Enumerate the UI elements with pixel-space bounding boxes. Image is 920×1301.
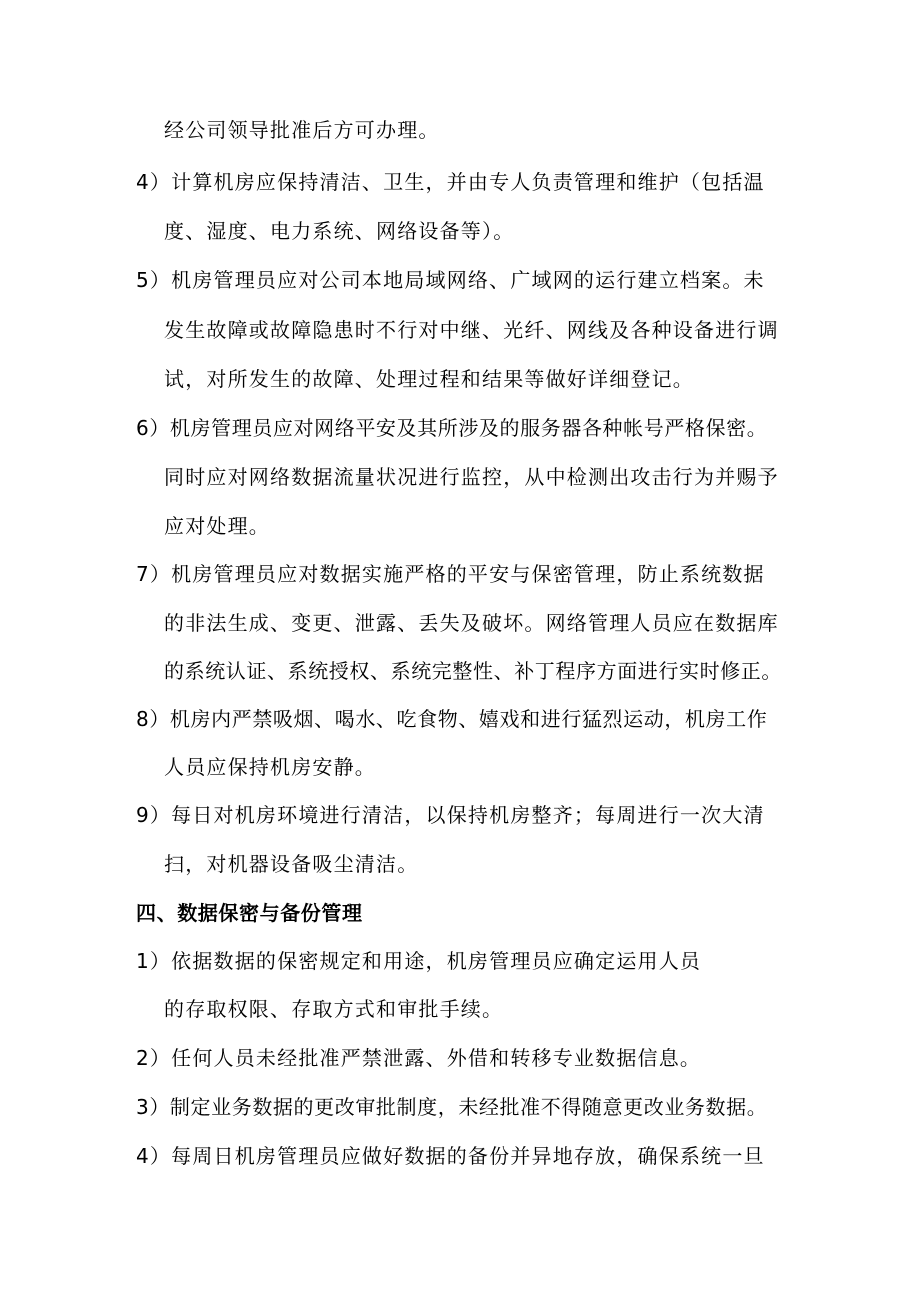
data-item-2-line-1: 2）任何人员未经批准严禁泄露、外借和转移专业数据信息。 [136, 1046, 702, 1070]
data-item-4-line-1: 4）每周日机房管理员应做好数据的备份并异地存放，确保系统一旦 [136, 1144, 765, 1168]
list-item-6-line-3: 应对处理。 [164, 514, 270, 538]
list-item-8-line-2: 人员应保持机房安静。 [164, 755, 376, 779]
list-item-4-line-2: 度、湿度、电力系统、网络设备等）。 [164, 219, 515, 243]
list-item-4-line-1: 4）计算机房应保持清洁、卫生，并由专人负责管理和维护（包括温 [136, 170, 765, 194]
list-item-7-line-3: 的系统认证、系统授权、系统完整性、补丁程序方面进行实时修正。 [164, 659, 782, 683]
data-item-1-line-2: 的存取权限、存取方式和审批手续。 [164, 997, 504, 1021]
list-item-8-line-1: 8）机房内严禁吸烟、喝水、吃食物、嬉戏和进行猛烈运动，机房工作 [136, 707, 768, 731]
list-item-7-line-1: 7）机房管理员应对数据实施严格的平安与保密管理，防止系统数据 [136, 562, 765, 586]
list-item-9-line-1: 9）每日对机房环境进行清洁，以保持机房整齐；每周进行一次大清 [136, 803, 765, 827]
list-item-9-line-2: 扫，对机器设备吸尘清洁。 [164, 852, 419, 876]
data-item-1-line-1: 1）依据数据的保密规定和用途，机房管理员应确定运用人员 [136, 949, 702, 973]
list-item-5-line-2: 发生故障或故障隐患时不行对中继、光纤、网线及各种设备进行调 [164, 318, 779, 342]
list-item-6-line-2: 同时应对网络数据流量状况进行监控，从中检测出攻击行为并赐予 [164, 465, 779, 489]
list-item-7-line-2: 的非法生成、变更、泄露、丢失及破坏。网络管理人员应在数据库 [164, 611, 779, 635]
list-item-5-line-3: 试，对所发生的故障、处理过程和结果等做好详细登记。 [164, 367, 694, 391]
data-item-3-line-1: 3）制定业务数据的更改审批制度，未经批准不得随意更改业务数据。 [136, 1095, 768, 1119]
section-heading: 四、数据保密与备份管理 [136, 901, 363, 925]
list-item-6-line-1: 6）机房管理员应对网络平安及其所涉及的服务器各种帐号严格保密。 [136, 416, 768, 440]
list-item-5-line-1: 5）机房管理员应对公司本地局域网络、广域网的运行建立档案。未 [136, 268, 765, 292]
continuation-line: 经公司领导批准后方可办理。 [164, 118, 440, 142]
